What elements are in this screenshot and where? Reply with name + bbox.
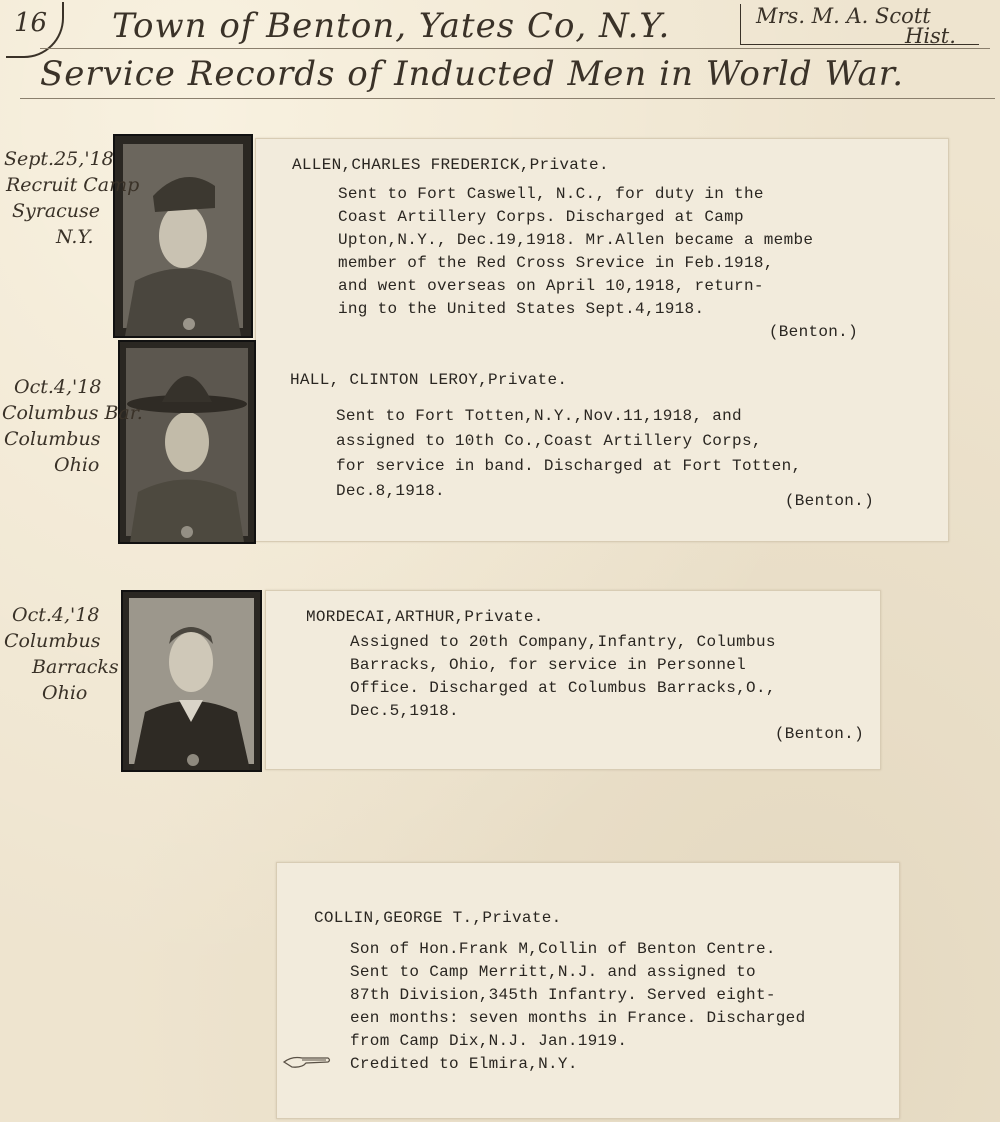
record-line: Sent to Fort Caswell, N.C., for duty in the — [338, 185, 764, 203]
record-line: from Camp Dix,N.J. Jan.1919. — [350, 1032, 628, 1050]
record-body — [290, 404, 930, 513]
record-credit: (Benton.) — [784, 492, 874, 510]
record-name: ALLEN,CHARLES FREDERICK,Private. — [292, 156, 609, 174]
record-name: HALL, CLINTON LEROY,Private. — [290, 371, 568, 389]
record-collin — [314, 907, 894, 1076]
record-line: and went overseas on April 10,1918, return- — [338, 277, 764, 295]
record-body — [306, 631, 874, 746]
header-service-records-title: Service Records of Inducted Men in World War. — [40, 54, 905, 94]
record-line: Upton,N.Y., Dec.19,1918. Mr.Allen became a membe — [338, 231, 814, 249]
note-date: Sept.25,'18 — [4, 148, 114, 170]
margin-note-mordecai — [4, 602, 119, 706]
historian-name: Mrs. M. A. Scott — [756, 4, 931, 28]
record-line: ing to the United States Sept.4,1918. — [338, 300, 705, 318]
note-camp: Columbus Bar. — [2, 402, 143, 424]
record-body — [314, 938, 894, 1076]
header-rule-bottom — [20, 98, 995, 99]
record-line: 87th Division,345th Infantry. Served eight- — [350, 986, 776, 1004]
record-hall — [290, 369, 930, 513]
note-state: N.Y. — [56, 226, 94, 248]
note-state: Ohio — [42, 682, 88, 704]
record-line: Sent to Camp Merritt,N.J. and assigned to — [350, 963, 756, 981]
record-body — [292, 183, 932, 344]
note-city: Columbus — [4, 428, 101, 450]
note-city: Syracuse — [12, 200, 101, 222]
margin-note-allen — [4, 146, 139, 250]
page-number: 16 — [14, 8, 48, 38]
note-state: Ohio — [54, 454, 100, 476]
record-line: Sent to Fort Totten,N.Y.,Nov.11,1918, and — [336, 407, 742, 425]
record-line: Dec.5,1918. — [350, 702, 459, 720]
note-date: Oct.4,'18 — [12, 604, 100, 626]
record-name: MORDECAI,ARTHUR,Private. — [306, 608, 544, 626]
record-line: Son of Hon.Frank M,Collin of Benton Centre. — [350, 940, 776, 958]
note-camp: Columbus — [4, 630, 101, 652]
record-line: assigned to 10th Co.,Coast Artillery Corps, — [336, 432, 762, 450]
record-name: COLLIN,GEORGE T.,Private. — [314, 909, 562, 927]
header-rule-top — [40, 48, 990, 49]
record-line: Credited to Elmira,N.Y. — [350, 1055, 578, 1073]
note-city: Barracks — [32, 656, 119, 678]
record-credit: (Benton.) — [774, 725, 864, 743]
portrait-photo-mordecai — [121, 590, 262, 772]
margin-note-hall — [2, 374, 143, 478]
record-line: Assigned to 20th Company,Infantry, Columbus — [350, 633, 776, 651]
record-line: Barracks, Ohio, for service in Personnel — [350, 656, 747, 674]
record-line: Dec.8,1918. — [336, 482, 445, 500]
header-town-title: Town of Benton, Yates Co, N.Y. — [112, 6, 671, 46]
record-line: Office. Discharged at Columbus Barracks,O., — [350, 679, 776, 697]
historian-title: Hist. — [905, 24, 956, 48]
record-credit: (Benton.) — [768, 323, 858, 341]
record-line: een months: seven months in France. Discharged — [350, 1009, 806, 1027]
record-allen — [292, 154, 932, 344]
record-line: member of the Red Cross Srevice in Feb.1918, — [338, 254, 774, 272]
pointing-hand-icon — [282, 1052, 332, 1072]
note-camp: Recruit Camp — [6, 174, 140, 196]
record-line: for service in band. Discharged at Fort Totten, — [336, 457, 802, 475]
note-date: Oct.4,'18 — [14, 376, 102, 398]
record-line: Coast Artillery Corps. Discharged at Camp — [338, 208, 744, 226]
record-mordecai — [306, 606, 874, 746]
